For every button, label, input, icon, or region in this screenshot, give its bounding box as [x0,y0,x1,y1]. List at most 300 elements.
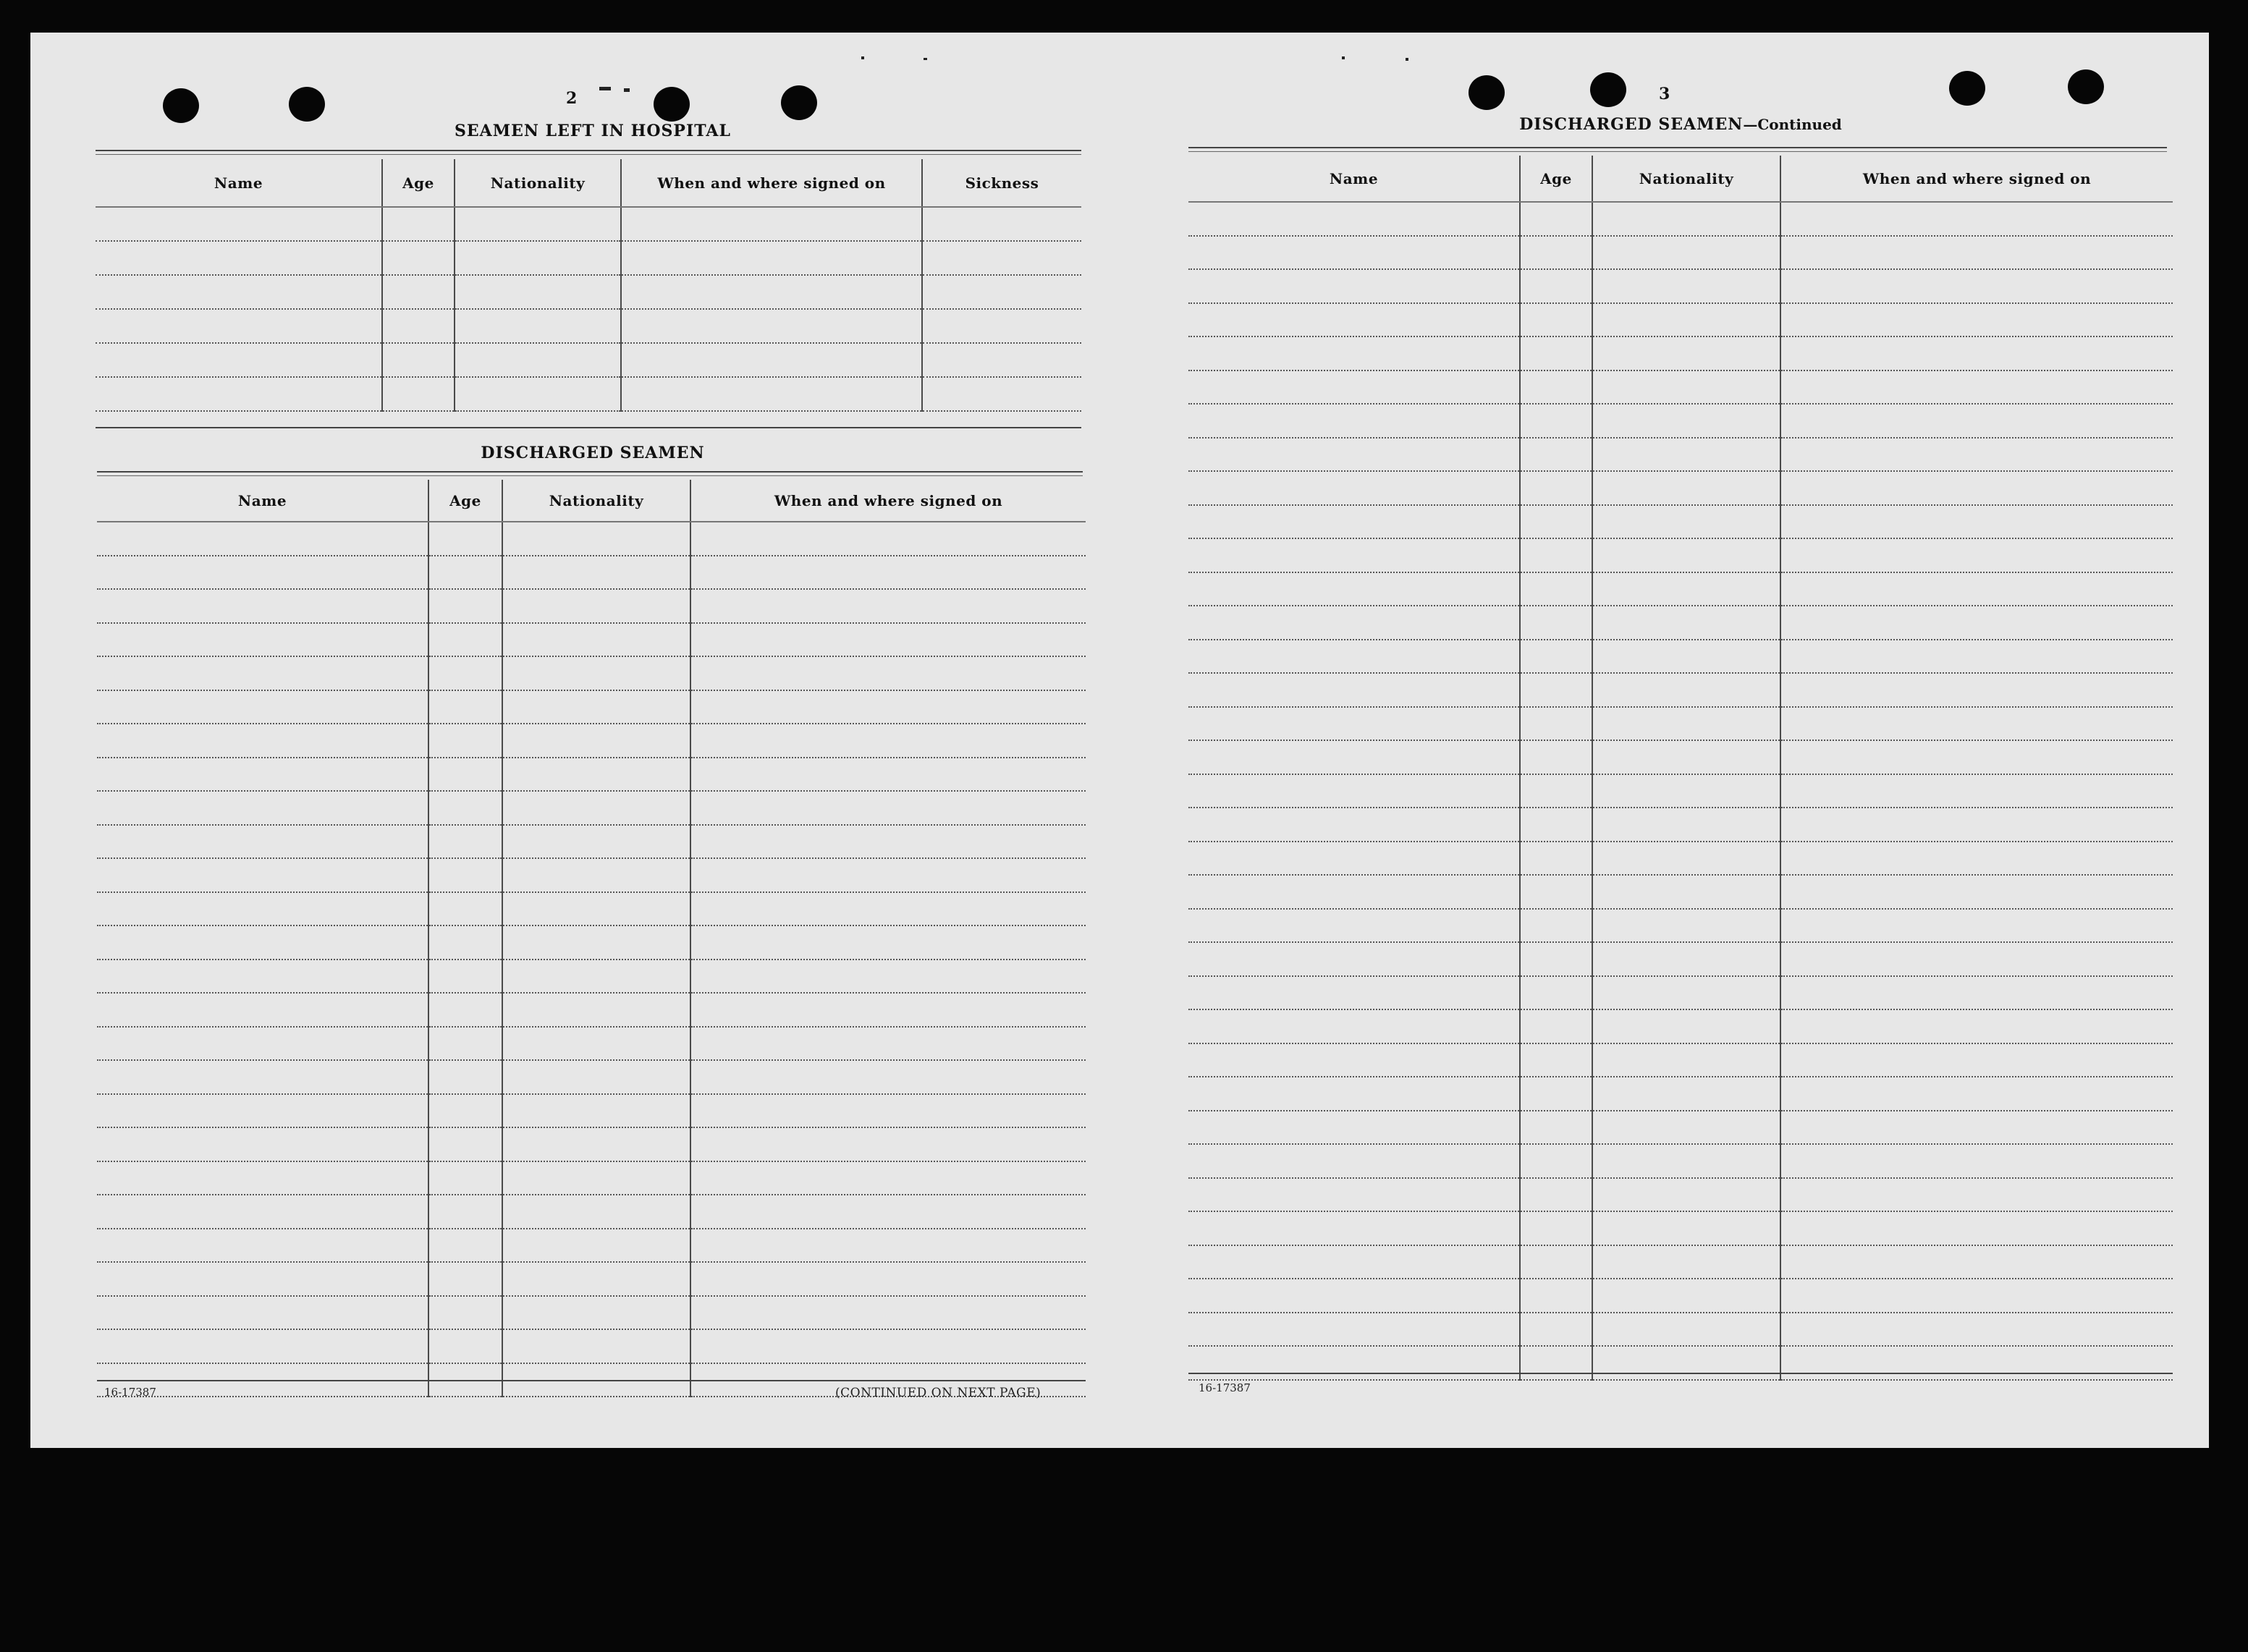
blank-cell [1592,1009,1780,1043]
table-row [1188,370,2173,404]
column-header-nationality: Nationality [455,159,621,207]
blank-cell [1780,572,2173,606]
blank-cell [621,275,922,309]
column-header-name: Name [96,159,382,207]
blank-cell [1592,1178,1780,1212]
blank-cell [690,1195,1086,1229]
blank-cell [502,1161,690,1195]
table-row [97,791,1086,825]
column-header-age: Age [428,480,502,522]
blank-cell [690,925,1086,960]
blank-cell [1520,1245,1592,1279]
blank-cell [1188,740,1520,774]
blank-cell [96,377,382,411]
continued-note: (CONTINUED ON NEXT PAGE) [835,1386,1041,1400]
discharged-continued-table-body [1188,202,2173,1380]
blank-cell [96,207,382,241]
blank-cell [1520,673,1592,707]
table-row [97,1262,1086,1296]
blank-cell [1592,370,1780,404]
table-row [1188,471,2173,505]
blank-cell [1592,875,1780,909]
blank-cell [1592,740,1780,774]
blank-cell [1188,842,1520,876]
blank-cell [922,207,1081,241]
blank-cell [690,758,1086,792]
blank-cell [502,589,690,623]
blank-cell [97,1060,428,1094]
blank-cell [1188,707,1520,741]
blank-cell [502,1195,690,1229]
blank-cell [502,1060,690,1094]
blank-cell [97,656,428,690]
blank-cell [1520,1043,1592,1077]
blank-cell [502,656,690,690]
blank-cell [428,589,502,623]
table-row [97,1195,1086,1229]
blank-cell [690,858,1086,892]
blank-cell [1188,808,1520,842]
blank-cell [922,309,1081,343]
blank-cell [1780,303,2173,337]
blank-cell [1188,269,1520,303]
blank-cell [1520,471,1592,505]
table-row [1188,1144,2173,1178]
blank-cell [1520,740,1592,774]
table-row [1188,909,2173,943]
blank-cell [1188,942,1520,976]
blank-cell [1520,269,1592,303]
table-row [97,522,1086,556]
blank-cell [1592,942,1780,976]
blank-cell [1188,1009,1520,1043]
blank-cell [1780,1279,2173,1313]
blank-cell [1780,1077,2173,1111]
blank-cell [1780,842,2173,876]
blank-cell [97,1094,428,1128]
blank-cell [1592,673,1780,707]
blank-cell [502,925,690,960]
blank-cell [1780,740,2173,774]
blank-cell [1592,505,1780,539]
table-row [97,724,1086,758]
section-rule [96,154,1081,155]
blank-cell [1188,336,1520,370]
blank-cell [97,960,428,994]
table-row [97,1060,1086,1094]
blank-cell [428,1262,502,1296]
blank-cell [1592,976,1780,1010]
blank-cell [1780,606,2173,640]
discharged-continued-table [1188,156,2173,1381]
blank-cell [1780,202,2173,236]
blank-cell [690,589,1086,623]
section-rule [96,427,1081,428]
table-row [97,589,1086,623]
blank-cell [1780,707,2173,741]
left-page [30,33,1116,1448]
section-rule [1188,147,2167,148]
blank-cell [1520,404,1592,438]
blank-cell [621,343,922,377]
blank-cell [1592,1043,1780,1077]
blank-cell [502,1127,690,1161]
blank-cell [97,690,428,724]
blank-cell [690,993,1086,1027]
blank-cell [1780,774,2173,808]
blank-cell [1520,1111,1592,1145]
blank-cell [922,377,1081,411]
blank-cell [502,791,690,825]
blank-cell [690,892,1086,926]
table-row [1188,1178,2173,1212]
blank-cell [1592,303,1780,337]
blank-cell [1592,707,1780,741]
blank-cell [455,275,621,309]
blank-cell [97,825,428,859]
blank-cell [428,960,502,994]
table-row [97,1161,1086,1195]
table-row [1188,404,2173,438]
table-row [97,1229,1086,1263]
table-row [96,241,1081,275]
blank-cell [1520,1279,1592,1313]
blank-cell [1520,202,1592,236]
table-row [96,377,1081,411]
blank-cell [502,1229,690,1263]
table-row [97,556,1086,590]
hospital-section-title: SEAMEN LEFT IN HOSPITAL [455,122,731,140]
blank-cell [1520,1009,1592,1043]
blank-cell [1188,303,1520,337]
table-row [97,623,1086,657]
table-row [97,960,1086,994]
blank-cell [1592,606,1780,640]
blank-cell [1520,1346,1592,1380]
blank-cell [621,241,922,275]
blank-cell [96,275,382,309]
blank-cell [502,1027,690,1061]
blank-cell [1780,942,2173,976]
blank-cell [690,656,1086,690]
blank-cell [97,1296,428,1330]
blank-cell [502,522,690,556]
table-row [96,275,1081,309]
blank-cell [428,1027,502,1061]
blank-cell [502,1329,690,1363]
table-row [96,309,1081,343]
blank-cell [428,925,502,960]
blank-cell [97,1329,428,1363]
blank-cell [1520,1313,1592,1347]
table-row [1188,1211,2173,1245]
blank-cell [1188,538,1520,572]
blank-cell [455,309,621,343]
table-row [97,1329,1086,1363]
blank-cell [428,1127,502,1161]
blank-cell [1780,438,2173,472]
table-row [1188,1346,2173,1380]
form-number: 16-17387 [104,1386,156,1399]
blank-cell [1188,236,1520,270]
table-row [1188,606,2173,640]
discharged-continued-title [1188,115,2173,134]
column-header-nationality: Nationality [1592,156,1780,202]
table-row [97,758,1086,792]
table-row [1188,538,2173,572]
blank-cell [1592,1279,1780,1313]
blank-cell [1520,572,1592,606]
blank-cell [1592,1245,1780,1279]
blank-cell [1188,1111,1520,1145]
blank-cell [428,993,502,1027]
blank-cell [428,656,502,690]
blank-cell [1592,1144,1780,1178]
table-row [96,207,1081,241]
blank-cell [690,724,1086,758]
section-rule [1188,1373,2173,1374]
table-row [96,343,1081,377]
blank-cell [1592,808,1780,842]
column-header-age: Age [382,159,455,207]
blank-cell [455,343,621,377]
blank-cell [1520,370,1592,404]
blank-cell [690,1094,1086,1128]
blank-cell [690,1127,1086,1161]
blank-cell [1188,1279,1520,1313]
blank-cell [502,1296,690,1330]
column-header-name: Name [1188,156,1520,202]
blank-cell [502,690,690,724]
blank-cell [1188,1144,1520,1178]
blank-cell [1520,707,1592,741]
blank-cell [1520,976,1592,1010]
blank-cell [382,275,455,309]
blank-cell [690,1161,1086,1195]
table-row [1188,774,2173,808]
blank-cell [1592,471,1780,505]
blank-cell [1188,774,1520,808]
table-row [97,1296,1086,1330]
table-row [1188,572,2173,606]
blank-cell [1188,572,1520,606]
blank-cell [1520,303,1592,337]
blank-cell [1592,842,1780,876]
blank-cell [97,724,428,758]
blank-cell [1592,1111,1780,1145]
blank-cell [1520,438,1592,472]
table-row [1188,236,2173,270]
blank-cell [96,241,382,275]
table-row [1188,269,2173,303]
blank-cell [1520,808,1592,842]
blank-cell [690,1060,1086,1094]
blank-cell [1520,1144,1592,1178]
blank-cell [1592,336,1780,370]
blank-cell [97,1229,428,1263]
table-row [1188,1077,2173,1111]
blank-cell [428,724,502,758]
blank-cell [621,309,922,343]
blank-cell [922,241,1081,275]
table-row [1188,1009,2173,1043]
blank-cell [1780,370,2173,404]
table-row [1188,673,2173,707]
blank-cell [502,556,690,590]
blank-cell [1592,774,1780,808]
blank-cell [1188,875,1520,909]
blank-cell [1780,640,2173,674]
blank-cell [502,724,690,758]
table-row [1188,303,2173,337]
blank-cell [922,343,1081,377]
blank-cell [428,1060,502,1094]
table-row [97,1127,1086,1161]
blank-cell [97,858,428,892]
blank-cell [690,690,1086,724]
blank-cell [1780,1313,2173,1347]
blank-cell [428,825,502,859]
blank-cell [1520,538,1592,572]
table-row [1188,976,2173,1010]
discharged-section-title: DISCHARGED SEAMEN [481,444,705,462]
blank-cell [455,207,621,241]
blank-cell [97,925,428,960]
blank-cell [1780,336,2173,370]
blank-cell [428,892,502,926]
blank-cell [690,791,1086,825]
blank-cell [97,791,428,825]
blank-cell [690,1229,1086,1263]
blank-cell [1520,606,1592,640]
blank-cell [502,960,690,994]
blank-cell [1188,909,1520,943]
table-row [1188,640,2173,674]
blank-cell [97,556,428,590]
table-row [1188,942,2173,976]
blank-cell [690,522,1086,556]
blank-cell [690,556,1086,590]
blank-cell [502,623,690,657]
blank-cell [1520,505,1592,539]
blank-cell [1188,438,1520,472]
table-row [1188,1111,2173,1145]
blank-cell [1188,1313,1520,1347]
section-rule [96,150,1081,151]
hospital-table-body [96,207,1081,411]
blank-cell [97,892,428,926]
blank-cell [382,309,455,343]
document-scan [30,33,2209,1448]
section-rule [97,1380,1086,1381]
blank-cell [1592,202,1780,236]
blank-cell [502,1094,690,1128]
blank-cell [1520,942,1592,976]
blank-cell [97,1161,428,1195]
blank-cell [1520,236,1592,270]
table-row [1188,438,2173,472]
blank-cell [1188,471,1520,505]
blank-cell [1780,673,2173,707]
blank-cell [502,892,690,926]
blank-cell [502,825,690,859]
blank-cell [1520,1178,1592,1212]
blank-cell [428,1329,502,1363]
column-header-signed-on: When and where signed on [1780,156,2173,202]
column-header-signed-on: When and where signed on [690,480,1086,522]
blank-cell [1780,404,2173,438]
table-row [97,993,1086,1027]
blank-cell [1592,404,1780,438]
table-row [97,892,1086,926]
table-row [1188,875,2173,909]
blank-cell [1592,1077,1780,1111]
blank-cell [1780,1245,2173,1279]
blank-cell [502,758,690,792]
blank-cell [690,1027,1086,1061]
blank-cell [1780,236,2173,270]
blank-cell [1780,1043,2173,1077]
blank-cell [690,825,1086,859]
blank-cell [690,1329,1086,1363]
blank-cell [1780,538,2173,572]
blank-cell [428,1296,502,1330]
blank-cell [1780,1111,2173,1145]
blank-cell [502,858,690,892]
blank-cell [97,1127,428,1161]
blank-cell [1780,1144,2173,1178]
blank-cell [1780,875,2173,909]
right-page [1116,33,2209,1448]
blank-cell [97,522,428,556]
blank-cell [1520,909,1592,943]
table-row [1188,1245,2173,1279]
table-row [97,1094,1086,1128]
blank-cell [1592,909,1780,943]
blank-cell [502,1262,690,1296]
blank-cell [1520,1077,1592,1111]
blank-cell [1520,875,1592,909]
blank-cell [428,1195,502,1229]
blank-cell [1592,1346,1780,1380]
section-rule [97,475,1083,476]
table-row [1188,707,2173,741]
blank-cell [1780,1009,2173,1043]
table-row [97,825,1086,859]
table-row [97,1027,1086,1061]
blank-cell [1592,1211,1780,1245]
table-row [1188,808,2173,842]
column-header-name: Name [97,480,428,522]
blank-cell [1188,606,1520,640]
blank-cell [428,690,502,724]
blank-cell [455,241,621,275]
blank-cell [1188,1043,1520,1077]
section-rule [1188,151,2167,152]
blank-cell [1188,1211,1520,1245]
table-row [97,656,1086,690]
blank-cell [1780,1211,2173,1245]
blank-cell [382,241,455,275]
blank-cell [1188,404,1520,438]
blank-cell [1780,269,2173,303]
blank-cell [1592,572,1780,606]
table-row [1188,505,2173,539]
table-row [1188,1043,2173,1077]
blank-cell [1520,1211,1592,1245]
blank-cell [690,1262,1086,1296]
blank-cell [428,623,502,657]
